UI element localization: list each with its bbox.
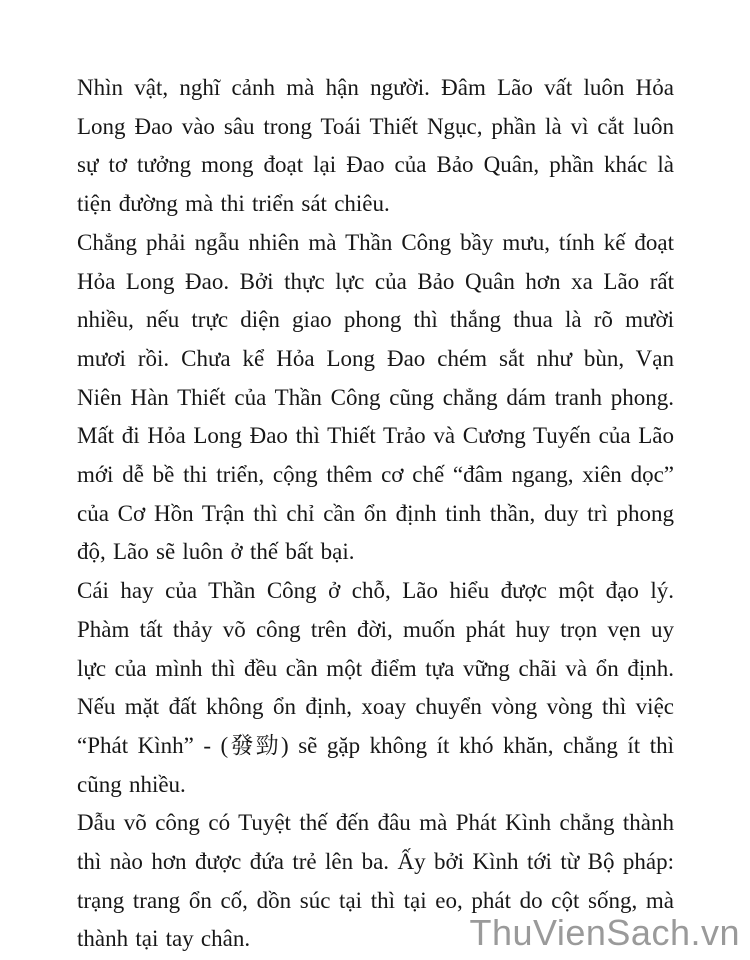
paragraph: Chẳng phải ngẫu nhiên mà Thần Công bầy mưu, tính kế đoạt Hỏa Long Đao. Bởi thực lực của Bảo Quân hơn xa Lão rất nhiều, nếu trực diện giao phong thì thắng thua là rõ mười mươi rồi. Chưa kể Hỏa Long Đao chém sắt như bùn, Vạn Niên Hàn Thiết của Thần Công cũng chẳng dám tranh phong. Mất đi Hỏa Long Đao thì Thiết Trảo và Cương Tuyến của Lão mới dễ bề thi triển, cộng thêm cơ chế “đâm ngang, xiên dọc” của Cơ Hồn Trận thì chỉ cần ổn định tinh thần, duy trì phong độ, Lão sẽ luôn ở thế bất bại. bbox=[77, 229, 674, 565]
paragraph: Cái hay của Thần Công ở chỗ, Lão hiểu được một đạo lý. Phàm tất thảy võ công trên đời, muốn phát huy trọn vẹn uy lực của mình thì đều cần một điểm tựa vững chãi và ổn định. Nếu mặt đất không ổn định, xoay chuyển vòng vòng thì việc “Phát Kình” - (發勁) sẽ gặp không ít khó khăn, chẳng ít thì cũng nhiều. bbox=[77, 578, 674, 797]
paragraph: Nhìn vật, nghĩ cảnh mà hận người. Đâm Lão vất luôn Hỏa Long Đao vào sâu trong Toái Thiết Ngục, phần là vì cắt luôn sự tơ tưởng mong đoạt lại Đao của Bảo Quân, phần khác là tiện đường mà thi triển sát chiêu. bbox=[77, 75, 674, 217]
page-text bbox=[77, 69, 674, 959]
watermark-thuviensach: ThuVienSach.vn bbox=[469, 912, 740, 953]
paragraph: Dẫu võ công có Tuyệt thế đến đâu mà Phát Kình chẳng thành thì nào hơn được đứa trẻ lên ba. Ấy bởi Kình tới từ Bộ pháp: trạng trang ổn cố, dồn súc tại thì tại eo, phát do cột sống, mà thành tại tay chân. bbox=[77, 810, 674, 952]
